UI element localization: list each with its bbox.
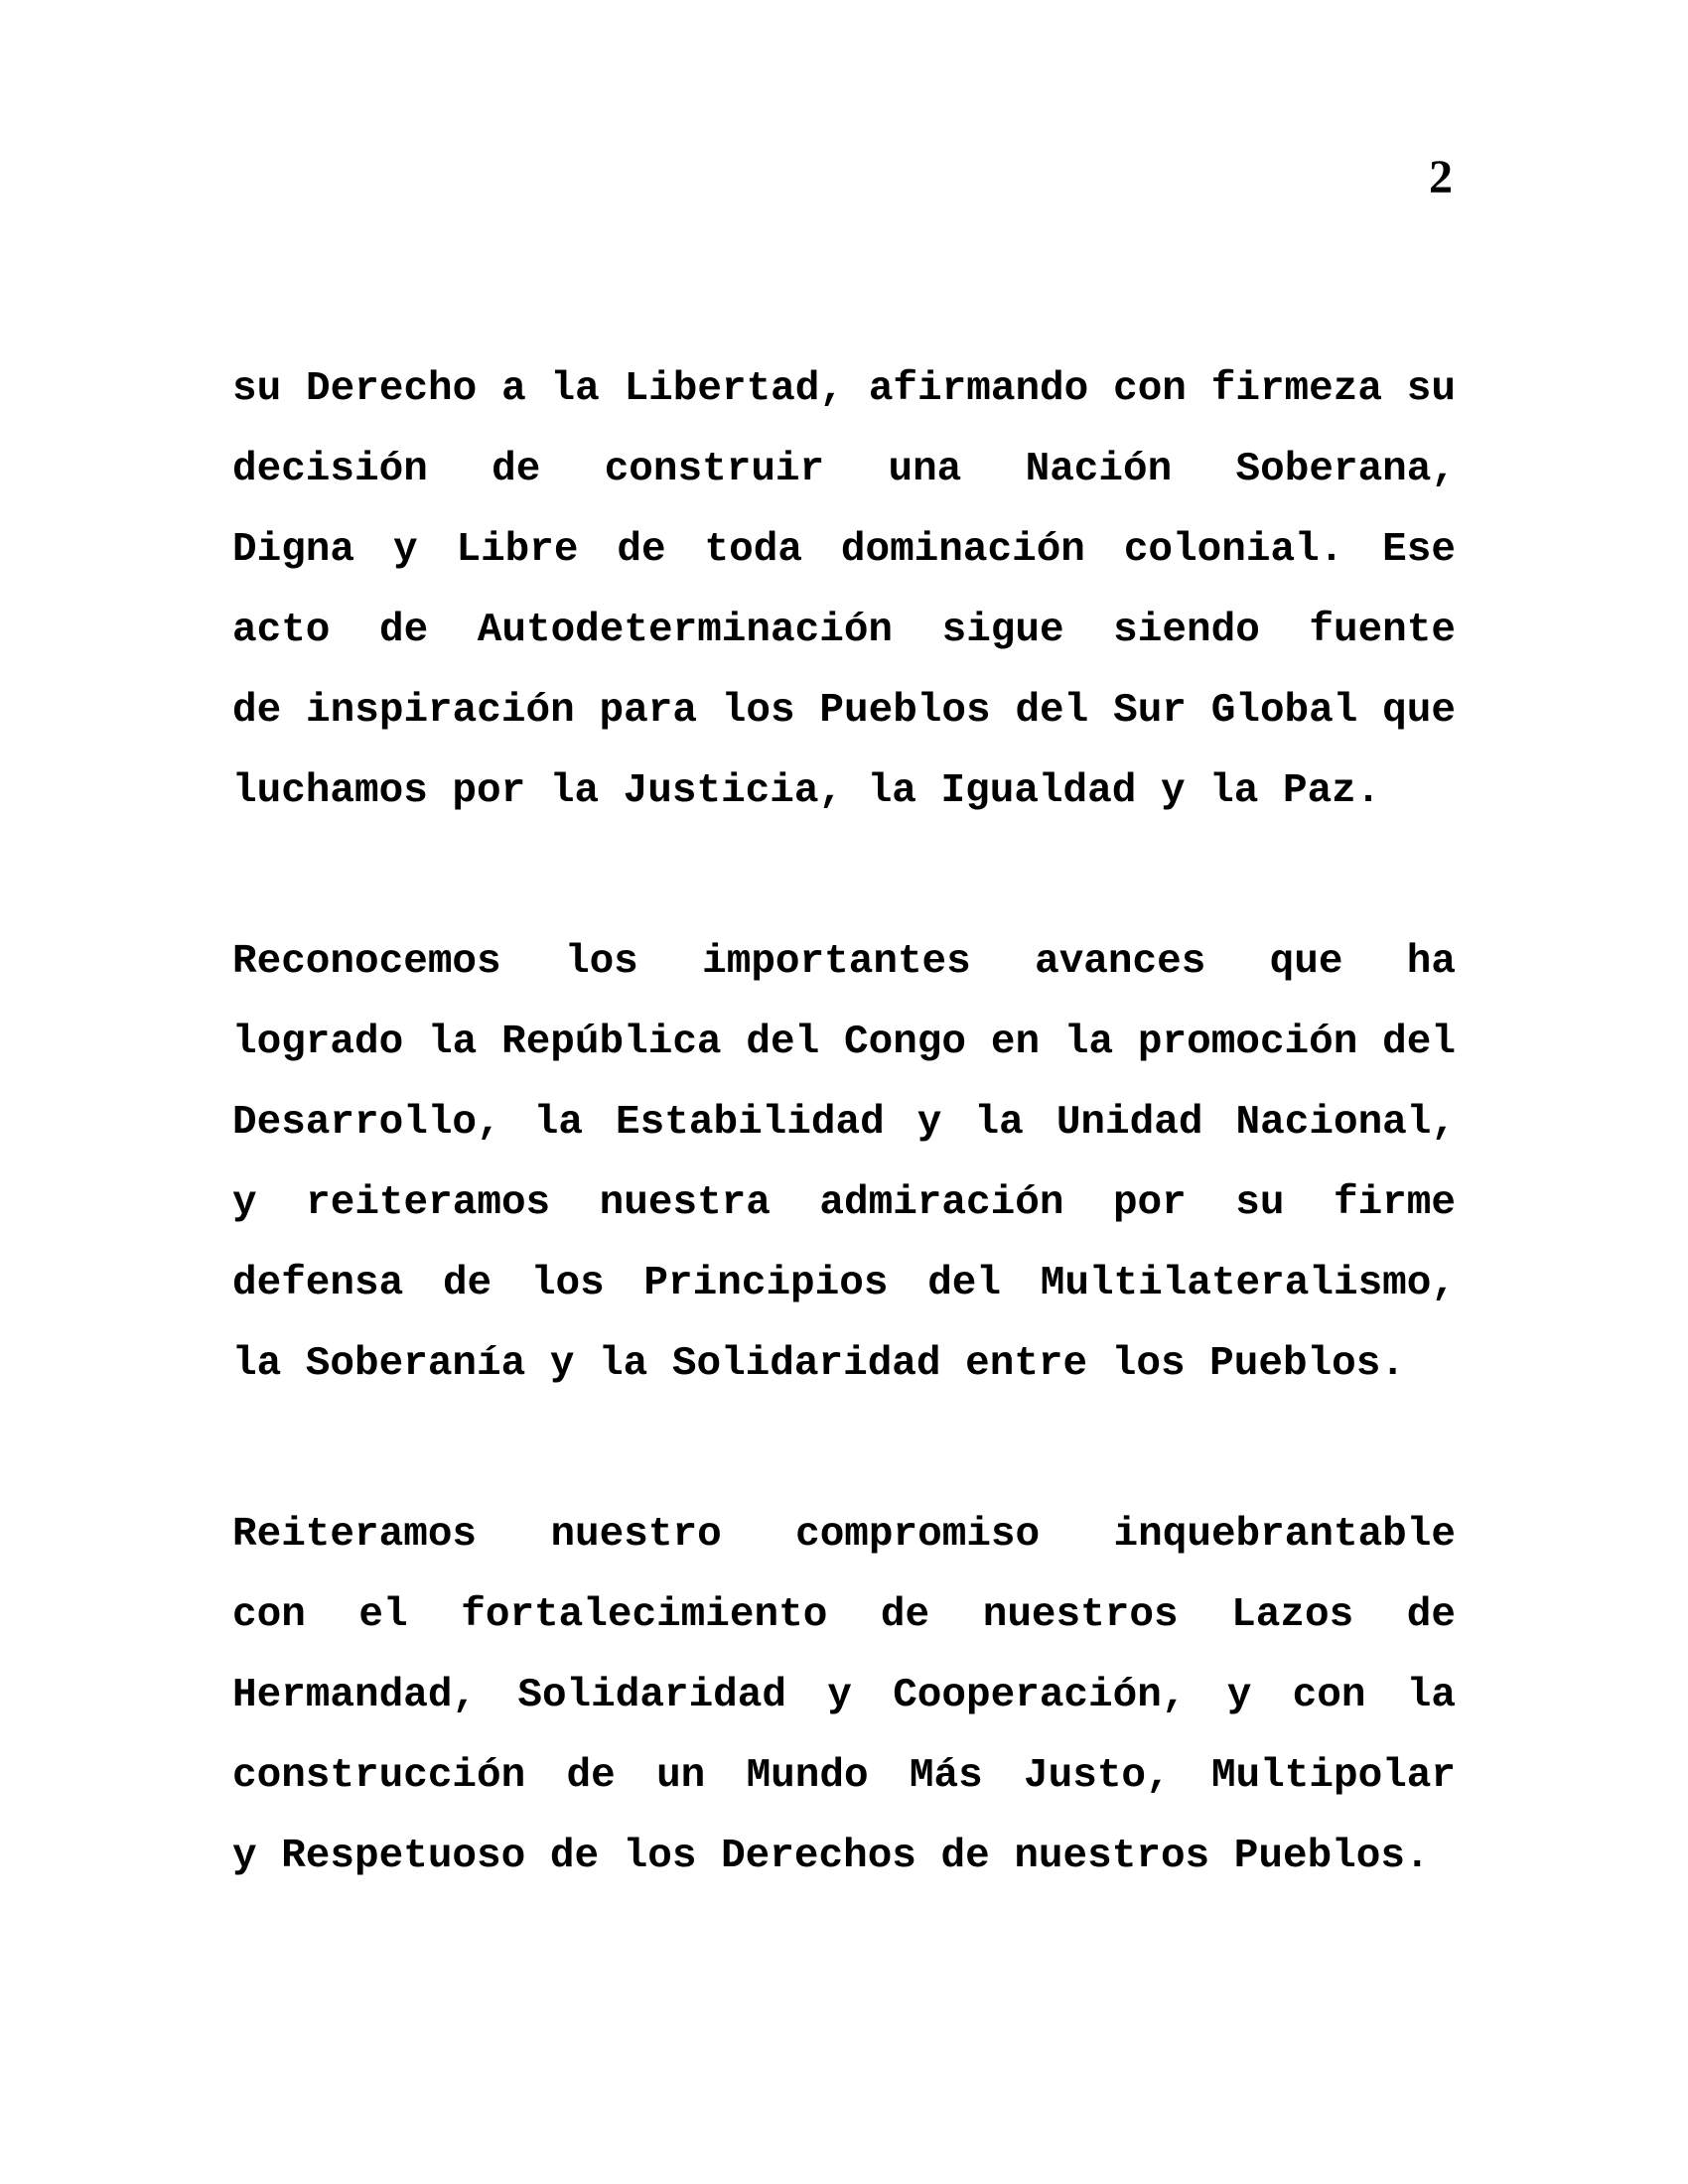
text-line: decisión de construir una Nación Soberana, (232, 447, 1456, 492)
document-body (232, 349, 1456, 1897)
text-line: construcción de un Mundo Más Justo, Multipolar (232, 1753, 1456, 1799)
text-line: Reconocemos los importantes avances que ha (232, 939, 1456, 985)
text-line: Digna y Libre de toda dominación colonial. Ese (232, 527, 1456, 573)
text-line: su Derecho a la Libertad, afirmando con firmeza su (232, 366, 1456, 412)
paragraph (232, 1495, 1456, 1897)
text-line: y Respetuoso de los Derechos de nuestros Pueblos. (232, 1834, 1430, 1879)
text-line: con el fortalecimiento de nuestros Lazos de (232, 1592, 1456, 1638)
text-line: y reiteramos nuestra admiración por su firme (232, 1180, 1456, 1226)
page-number: 2 (1429, 151, 1453, 204)
text-line: defensa de los Principios del Multilateralismo, (232, 1261, 1456, 1306)
text-line: de inspiración para los Pueblos del Sur Global que (232, 688, 1456, 734)
text-line: logrado la República del Congo en la promoción del (232, 1020, 1456, 1065)
paragraph (232, 922, 1456, 1405)
text-line: luchamos por la Justicia, la Igualdad y la Paz. (232, 768, 1381, 814)
text-line: Desarrollo, la Estabilidad y la Unidad Nacional, (232, 1100, 1456, 1146)
text-line: Hermandad, Solidaridad y Cooperación, y con la (232, 1673, 1456, 1718)
text-line: la Soberanía y la Solidaridad entre los Pueblos. (232, 1341, 1405, 1387)
text-line: acto de Autodeterminación sigue siendo fuente (232, 608, 1456, 653)
text-line: Reiteramos nuestro compromiso inquebrantable (232, 1512, 1456, 1558)
paragraph (232, 349, 1456, 832)
